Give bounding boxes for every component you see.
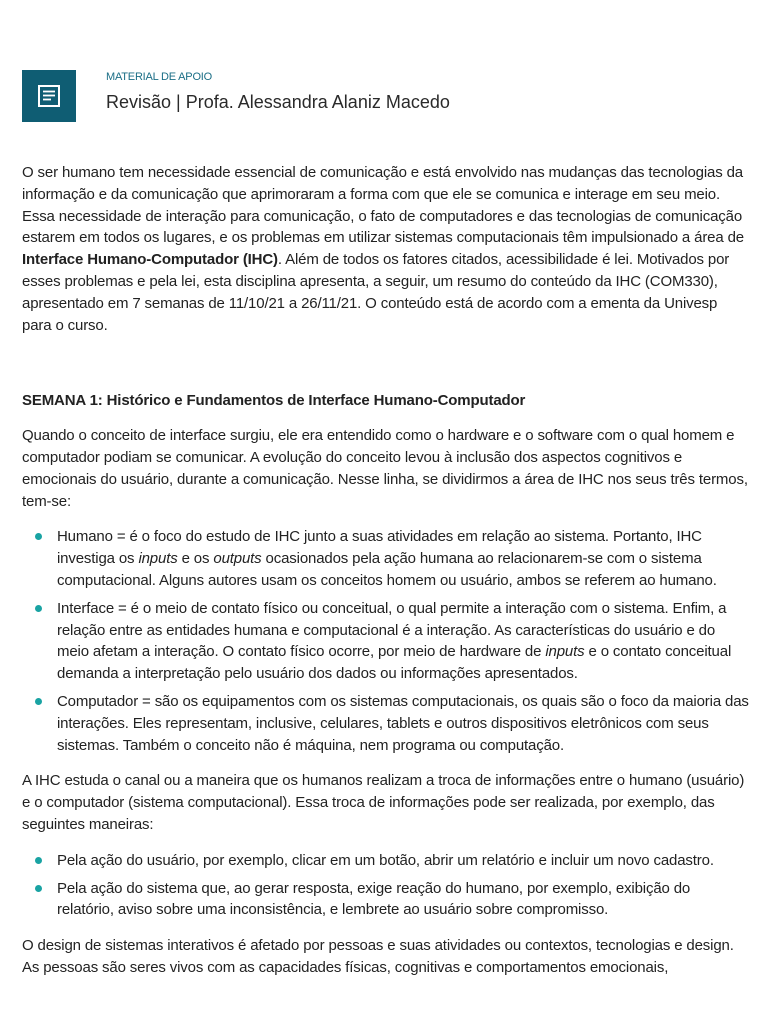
list-item-text: Pela ação do usuário, por exemplo, clicar em um botão, abrir um relatório e incluir um novo cadastro. [57, 851, 714, 869]
semana1-paragraph-1: Quando o conceito de interface surgiu, ele era entendido como o hardware e o software com o qual homem e computador podiam se comunicar. A evolução do conceito levou à inclusão dos aspectos cognitivos e emocionais do usuário, durante a comunicação. Nesse linha, se dividirmos a área de IHC nos seus três termos, tem-se: [22, 427, 748, 510]
list-item-interface [22, 598, 750, 685]
semana1-paragraph-2: A IHC estuda o canal ou a maneira que os humanos realizam a troca de informações entre o humano (usuário) e o computador (sistema computacional). Essa troca de informações pode ser realizada, por exemplo, das seguintes maneiras: [22, 772, 745, 833]
list-item-computador [22, 691, 750, 756]
bullet-icon [35, 857, 42, 864]
semana1-paragraph-3: O design de sistemas interativos é afetado por pessoas e suas atividades ou contextos, tecnologias e design. As pessoas são seres vivos com as capacidades físicas, cognitivas e comportamentos emocionais, [22, 937, 734, 976]
term-italic: outputs [213, 550, 262, 568]
document-icon [22, 70, 76, 122]
section-heading-semana-1: SEMANA 1: Histórico e Fundamentos de Interface Humano-Computador [22, 392, 526, 410]
term-text: Humano = é o foco do estudo de IHC junto a suas atividades em relação ao sistema. Portanto, IHC investiga os [57, 528, 702, 568]
list-item [22, 878, 750, 922]
material-header [22, 70, 742, 122]
list-item [22, 850, 750, 872]
bullet-icon [35, 605, 42, 612]
list-item-text [57, 528, 717, 589]
intro-text-start: O ser humano tem necessidade essencial de comunicação e está envolvido nas mudanças das tecnologias da informação e da comunicação que aprimoraram a forma com que ele se comunica e interage em seu meio. Essa necessidade de interação para comunicação, o fato de computadores e das tecnologias de comunicação estarem em todos os lugares, e os problemas em utilizar sistemas computacionais têm impulsionado a área de [22, 164, 744, 247]
term-text: e os [177, 550, 214, 568]
intro-paragraph [22, 162, 750, 336]
document-body [22, 162, 750, 979]
term-italic: inputs [545, 643, 585, 661]
list-item-text: Computador = são os equipamentos com os sistemas computacionais, os quais são o foco da maioria das interações. Eles representam, inclusive, celulares, tablets e outros dispositivos eletrônicos com seus sistemas. Também o conceito não é máquina, nem programa ou computação. [57, 692, 749, 754]
intro-text-end: . Além de todos os fatores citados, acessibilidade é lei. Motivados por esses problemas e pela lei, esta disciplina apresenta, a seguir, um resumo do conteúdo da IHC (COM330), apresentado em 7 semanas de 11/10/21 a 26/11/21. O conteúdo está de acordo com a ementa da Univesp para o curso. [22, 251, 730, 334]
bullet-icon [35, 533, 42, 540]
term-text: Interface = é o meio de contato físico ou conceitual, o qual permite a interação com o sistema. Enfim, a relação entre as entidades humana e computacional é a interação. As características do usuário e do meio afetam a interação. O contato físico ocorre, por meio de hardware de [57, 599, 727, 661]
section-kicker: MATERIAL DE APOIO [106, 71, 213, 83]
ihc-terms-list [22, 526, 750, 756]
document-icon-glyph [37, 84, 61, 108]
term-italic: inputs [138, 550, 178, 568]
page-title: Revisão | Profa. Alessandra Alaniz Macedo [106, 92, 450, 112]
bullet-icon [35, 698, 42, 705]
term-text: ocasionados pela ação humana ao relacionarem-se com o sistema computacional. Alguns autores usam os conceitos homem ou usuário, ambos se referem ao humano. [57, 550, 717, 589]
list-item-humano [22, 526, 750, 591]
term-text: e o contato conceitual demanda a interpretação pelo usuário dos dados ou informações apresentados. [57, 643, 732, 683]
bullet-icon [35, 885, 42, 892]
intro-bold-term: Interface Humano-Computador (IHC) [22, 251, 278, 269]
list-item-text [57, 600, 731, 682]
exchange-ways-list [22, 850, 750, 921]
list-item-text: Pela ação do sistema que, ao gerar resposta, exige reação do humano, por exemplo, exibição do relatório, aviso sobre uma inconsistência, e lembrete ao usuário sobre compromisso. [57, 879, 691, 919]
